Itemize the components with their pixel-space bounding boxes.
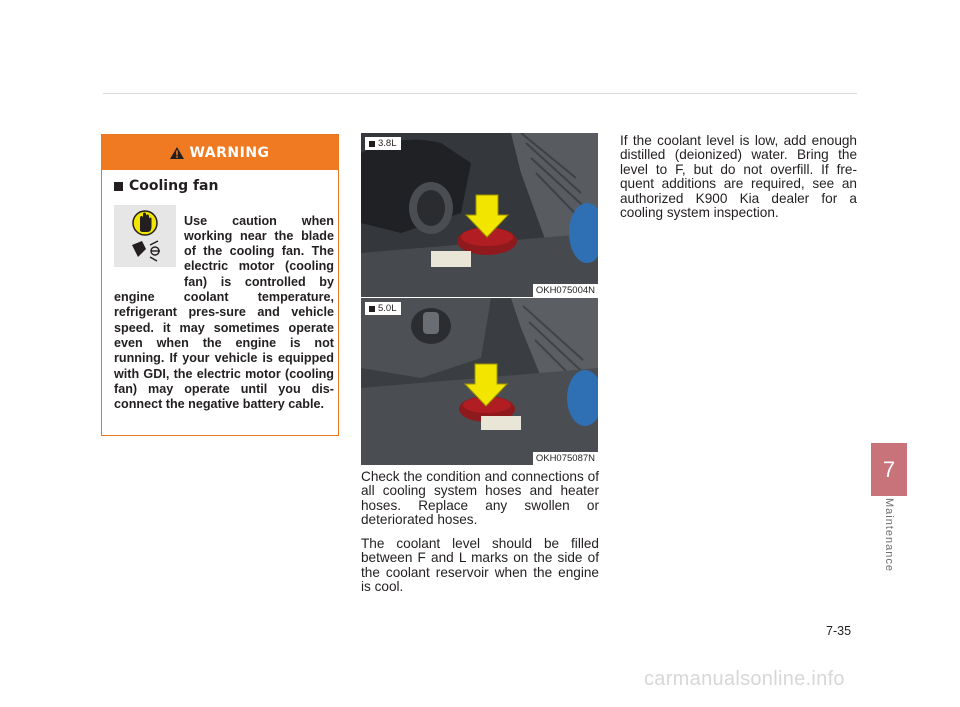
paragraph-low-coolant: If the coolant level is low, add enough distilled (deionized) water. Bring the level to F, but do not overfill. If fre-quent additions are required, see an authorized K900 Kia dealer for a cooling system inspection. xyxy=(620,133,857,221)
square-bullet-icon xyxy=(114,182,123,191)
image-code-1: OKH075004N xyxy=(533,284,598,297)
top-rule xyxy=(103,93,857,94)
engine-label-5-0l: 5.0L xyxy=(365,302,401,315)
engine-photo-5-0l xyxy=(361,298,598,465)
warning-text: Use caution when working near the blade of the cooling fan. The electric motor (cooling fan) is controlled by engine coolant temperature, refrigerant pres-sure and vehicle speed. it may sometimes operate even when the engine is not running. If your vehicle is equipped with GDI, the electric motor (cooling fan) may operate until you dis-connect the negative battery cable. xyxy=(114,213,334,412)
engine-label-3-8l: 3.8L xyxy=(365,137,401,150)
chapter-tab: 7 xyxy=(871,443,907,496)
paragraph-check-hoses: Check the condition and connections of all cooling system hoses and heater hoses. Replace any swollen or deteriorated hoses. xyxy=(361,469,599,528)
watermark: carmanualsonline.info xyxy=(644,668,845,690)
square-bullet-icon xyxy=(369,306,375,312)
warning-header xyxy=(102,135,338,170)
paragraph-coolant-level: The coolant level should be filled between F and L marks on the side of the coolant reservoir when the engine is cool. xyxy=(361,536,599,595)
page-number: 7-35 xyxy=(826,624,852,638)
square-bullet-icon xyxy=(369,141,375,147)
warning-subtitle xyxy=(114,178,218,194)
engine-photo-3-8l xyxy=(361,133,598,297)
warning-box xyxy=(101,134,339,436)
warning-title: WARNING xyxy=(189,144,270,161)
warning-subtitle-text: Cooling fan xyxy=(129,178,219,194)
image-code-2: OKH075087N xyxy=(533,452,598,465)
engine-bay-image xyxy=(361,298,598,465)
engine-bay-image xyxy=(361,133,598,297)
chapter-name: Maintenance xyxy=(883,498,895,572)
warning-triangle-icon xyxy=(170,147,184,159)
